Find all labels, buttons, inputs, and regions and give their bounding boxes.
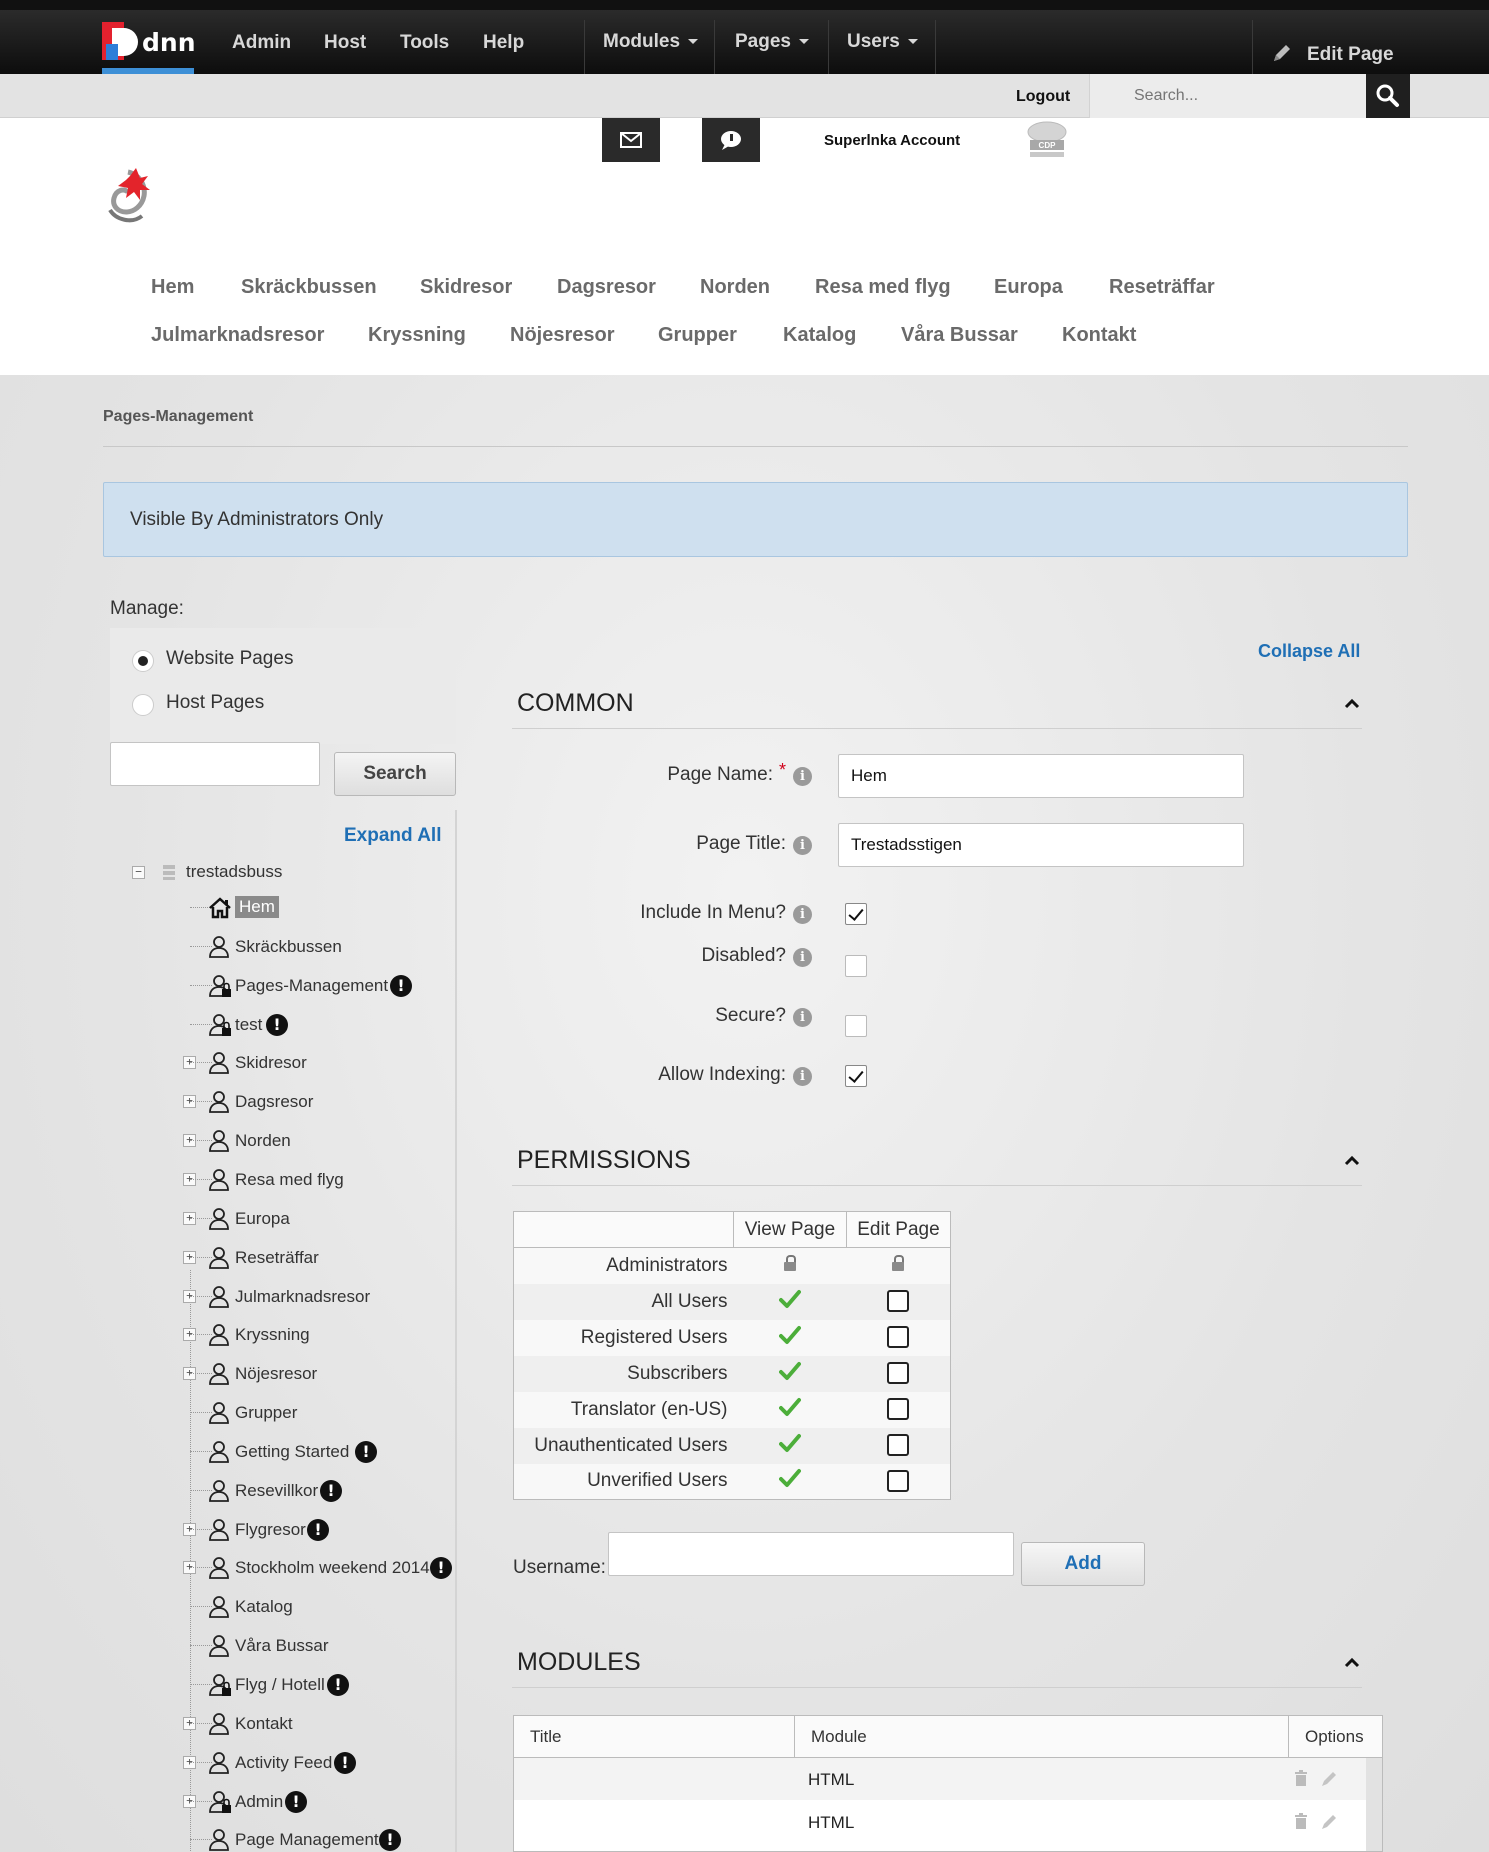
expand-toggle-icon[interactable]: + [183,1717,196,1730]
warning-icon: ! [355,1441,377,1463]
tree-node-label[interactable]: Skräckbussen [235,937,342,956]
permission-row [514,1392,951,1428]
view-page-cell [734,1428,847,1464]
page-name-label [667,760,786,786]
info-icon[interactable]: i [793,1008,812,1027]
warning-icon: ! [390,975,412,997]
expand-toggle-icon[interactable]: + [183,1251,196,1264]
title-column-header: Title [514,1716,795,1758]
edit-page-cell [846,1464,950,1500]
edit-page-label: Edit Page [1307,44,1394,65]
view-granted-check-icon[interactable] [779,1397,801,1417]
user-icon [207,934,233,960]
menu-modules[interactable] [603,31,698,53]
page-name-input[interactable] [838,754,1244,798]
expand-toggle-icon[interactable]: + [183,1134,196,1147]
edit-permission-checkbox[interactable] [887,1434,909,1456]
dnn-logo-text: dnn [142,28,196,57]
user-lock-icon [207,1789,233,1815]
control-bar [0,0,1489,74]
role-name: Translator (en-US) [514,1392,734,1428]
nav-julmarknadsresor[interactable]: Julmarknadsresor [151,324,325,346]
user-bar [0,74,1489,118]
user-icon [207,1167,233,1193]
role-name: Administrators [514,1248,734,1284]
site-header [0,118,1489,375]
tree-node-label[interactable]: Norden [235,1131,291,1150]
section-title-permissions[interactable]: PERMISSIONS [517,1146,691,1174]
chevron-up-icon[interactable] [1344,1154,1360,1166]
tree-node-label[interactable]: Julmarknadsresor [235,1287,371,1306]
tree-node-label[interactable]: Getting Started [235,1442,350,1461]
radio-host-pages-label[interactable]: Host Pages [166,692,265,713]
notifications-button[interactable] [702,118,760,162]
menu-modules-label: Modules [603,31,681,52]
nav-europa[interactable]: Europa [994,276,1063,298]
role-name: Registered Users [514,1320,734,1356]
menu-pages[interactable] [735,31,809,53]
user-icon [207,1400,233,1426]
nav-kontakt[interactable]: Kontakt [1062,324,1137,346]
search-input[interactable] [1090,74,1366,118]
nav-vara-bussar[interactable]: Våra Bussar [901,324,1018,346]
username-input[interactable] [608,1532,1014,1576]
user-icon [207,1633,233,1659]
tree-node-label[interactable]: Stockholm weekend 2014 [235,1558,430,1577]
modules-table [513,1715,1383,1852]
view-page-column-header: View Page [734,1212,847,1248]
expand-toggle-icon[interactable]: + [183,1328,196,1341]
tree-node-label[interactable]: Hem [235,896,279,918]
tree-node-label[interactable]: Resevillkor [235,1481,319,1500]
add-user-button[interactable]: Add [1021,1542,1145,1586]
modules-header-row [514,1716,1383,1758]
role-column-header [514,1212,734,1248]
expand-toggle-icon[interactable]: + [183,1173,196,1186]
expand-toggle-icon[interactable]: + [183,1523,196,1536]
svg-text:CDP: CDP [1038,141,1056,150]
role-name: All Users [514,1284,734,1320]
edit-page-cell [846,1284,950,1320]
lock-icon [891,1255,905,1271]
site-search [1089,74,1409,118]
expand-toggle-icon[interactable]: + [183,1561,196,1574]
view-page-cell [734,1464,847,1500]
envelope-icon [602,118,660,162]
page-title-input[interactable] [838,823,1244,867]
info-icon[interactable]: i [793,948,812,967]
dnn-logo[interactable] [102,22,194,74]
expand-toggle-icon[interactable]: + [183,1756,196,1769]
logout-link[interactable]: Logout [1016,88,1071,105]
trash-icon[interactable] [1294,1813,1308,1829]
warning-icon: ! [285,1791,307,1813]
edit-permission-checkbox[interactable] [887,1290,909,1312]
expand-toggle-icon[interactable]: + [183,1290,196,1303]
menu-help[interactable]: Help [483,32,525,53]
radio-website-pages-label[interactable]: Website Pages [166,648,294,669]
allow-indexing-checkbox[interactable] [845,1065,867,1087]
warning-icon: ! [327,1674,349,1696]
manage-options [110,628,456,744]
module-row [514,1758,1366,1800]
dnn-logo-icon [102,22,140,66]
radio-host-pages[interactable] [132,694,154,716]
page-search-input[interactable] [110,742,320,786]
messages-button[interactable] [602,118,660,162]
view-page-cell [734,1320,847,1356]
info-icon[interactable]: i [793,836,812,855]
tree-node-label[interactable]: Flyg / Hotell [235,1675,325,1694]
edit-permission-checkbox[interactable] [887,1362,909,1384]
tree-node-label[interactable]: Admin [235,1792,284,1811]
tree-node-label[interactable]: Reseträffar [235,1248,319,1267]
module-column-header: Module [795,1716,1289,1758]
nav-katalog[interactable]: Katalog [783,324,857,346]
secure-label: Secure? [715,1005,786,1026]
tree-node-label[interactable]: Activity Feed [235,1753,333,1772]
section-title-modules[interactable]: MODULES [517,1648,641,1676]
visibility-notice [103,482,1408,557]
user-icon [207,1517,233,1543]
permission-row [514,1320,951,1356]
pencil-icon[interactable] [1320,1813,1338,1831]
info-icon[interactable]: i [793,905,812,924]
menu-users[interactable] [847,31,918,53]
role-name: Unverified Users [514,1464,734,1500]
user-lock-icon [207,973,233,999]
divider [512,728,1362,729]
nav-dagsresor[interactable]: Dagsresor [557,276,656,298]
view-page-cell [734,1392,847,1428]
page-name-label-text: Page Name: [667,764,773,785]
chevron-up-icon[interactable] [1344,697,1360,709]
divider [512,1687,1362,1688]
user-icon [207,1322,233,1348]
content-pane [0,375,1489,1852]
module-type: HTML [808,1813,855,1832]
user-icon [207,1439,233,1465]
view-page-cell [734,1248,847,1284]
expand-all-link[interactable]: Expand All [344,825,442,846]
warning-icon: ! [320,1480,342,1502]
menu-admin[interactable]: Admin [232,32,292,53]
tree-root-label: trestadsbuss [186,862,283,881]
home-icon [207,895,233,921]
view-page-cell [734,1356,847,1392]
user-icon [207,1361,233,1387]
edit-permission-checkbox[interactable] [887,1398,909,1420]
warning-icon: ! [266,1014,288,1036]
expand-toggle-icon[interactable]: + [183,1056,196,1069]
pencil-icon [1271,42,1293,64]
menu-users-label: Users [847,31,900,52]
user-icon [207,1050,233,1076]
tree-node-label[interactable]: Resa med flyg [235,1170,344,1189]
permissions-header-row [514,1212,951,1248]
expand-toggle-icon[interactable]: + [183,1095,196,1108]
user-icon [207,1750,233,1776]
divider [103,446,1408,447]
site-logo[interactable] [100,166,160,230]
page-title-label: Page Title: [696,833,786,854]
user-icon [207,1245,233,1271]
edit-page-column-header: Edit Page [846,1212,950,1248]
edit-page-cell [846,1320,950,1356]
edit-page-cell [846,1356,950,1392]
nav-hem[interactable]: Hem [151,276,195,298]
chevron-up-icon[interactable] [1344,1656,1360,1668]
view-granted-check-icon[interactable] [779,1325,801,1345]
tree-node-label[interactable]: Kontakt [235,1714,293,1733]
tree-node-label[interactable]: Europa [235,1209,290,1228]
permissions-rows [514,1248,951,1500]
tree-node-label[interactable]: Flygresor [235,1520,306,1539]
user-icon [207,1827,233,1852]
tree-node-label[interactable]: Pages-Management [235,976,389,995]
nav-kryssning[interactable]: Kryssning [368,324,466,346]
nav-resetraffar[interactable]: Reseträffar [1109,276,1215,298]
secure-checkbox[interactable] [845,1015,867,1037]
user-icon [207,1284,233,1310]
search-button[interactable] [1366,74,1410,118]
edit-permission-checkbox[interactable] [887,1326,909,1348]
user-lock-icon [207,1672,233,1698]
trash-icon[interactable] [1294,1770,1308,1786]
info-icon[interactable]: i [793,767,812,786]
account-link[interactable]: Superlnka Account [824,132,961,149]
edit-page-cell [846,1392,950,1428]
collapse-all-link[interactable]: Collapse All [1258,641,1361,661]
tree-node-label[interactable]: Dagsresor [235,1092,314,1111]
divider [455,810,457,1852]
tree-node-label[interactable]: Page Management [235,1830,379,1849]
disabled-checkbox[interactable] [845,955,867,977]
permission-row [514,1284,951,1320]
radio-website-pages[interactable] [132,650,154,672]
manage-label: Manage: [110,598,184,619]
expand-toggle-icon[interactable]: + [183,1212,196,1225]
user-icon [207,1089,233,1115]
nav-norden[interactable]: Norden [700,276,770,298]
notice-text: Visible By Administrators Only [130,509,384,530]
allow-indexing-label: Allow Indexing: [658,1064,786,1085]
module-row [514,1801,1366,1843]
nav-skidresor[interactable]: Skidresor [420,276,513,298]
include-in-menu-checkbox[interactable] [845,903,867,925]
tree-node-label[interactable]: Skidresor [235,1053,307,1072]
nav-grupper[interactable]: Grupper [658,324,737,346]
warning-icon: ! [379,1829,401,1851]
edit-page-cell [846,1248,950,1284]
menu-host[interactable]: Host [324,32,367,53]
tree-node-label[interactable]: Katalog [235,1597,293,1616]
chevron-down-icon [688,39,698,44]
partner-logo [1026,118,1068,162]
chat-bubble-icon [702,118,760,162]
view-granted-check-icon[interactable] [779,1361,801,1381]
permission-row [514,1464,951,1500]
chevron-down-icon [799,39,809,44]
tree-node-label[interactable]: Nöjesresor [235,1364,318,1383]
role-name: Subscribers [514,1356,734,1392]
role-name: Unauthenticated Users [514,1428,734,1464]
chevron-down-icon [908,39,918,44]
menu-pages-label: Pages [735,31,791,52]
user-icon [207,1478,233,1504]
warning-icon: ! [334,1752,356,1774]
view-page-cell [734,1284,847,1320]
user-icon [207,1711,233,1737]
collapse-toggle-icon[interactable]: − [132,866,145,879]
edit-permission-checkbox[interactable] [887,1470,909,1492]
breadcrumb: Pages-Management [103,408,254,425]
user-icon [207,1128,233,1154]
lock-icon [783,1255,797,1271]
site-icon [162,864,176,881]
view-granted-check-icon[interactable] [779,1289,801,1309]
edit-page-cell [846,1428,950,1464]
info-icon[interactable]: i [793,1067,812,1086]
permission-row [514,1356,951,1392]
search-icon [1366,74,1410,118]
modules-scrollbar[interactable] [1366,1758,1382,1852]
tree-node-label[interactable]: Grupper [235,1403,298,1422]
section-title-common[interactable]: COMMON [517,689,634,717]
divider [512,1185,1362,1186]
tree-node-label[interactable]: Våra Bussar [235,1636,329,1655]
view-granted-check-icon[interactable] [779,1468,801,1488]
username-label: Username: [513,1557,606,1578]
required-icon: * [778,760,786,780]
expand-toggle-icon[interactable]: + [183,1795,196,1808]
nav-nojesresor[interactable]: Nöjesresor [510,324,615,346]
view-granted-check-icon[interactable] [779,1433,801,1453]
user-icon [207,1206,233,1232]
menu-tools[interactable]: Tools [400,32,450,53]
warning-icon: ! [430,1557,452,1579]
tree-node-label[interactable]: Kryssning [235,1325,310,1344]
tree-node-label[interactable]: test [235,1015,263,1034]
permission-row [514,1428,951,1464]
nav-resa-med-flyg[interactable]: Resa med flyg [815,276,951,298]
warning-icon: ! [307,1519,329,1541]
expand-toggle-icon[interactable]: + [183,1367,196,1380]
permissions-grid [513,1211,951,1500]
include-in-menu-label: Include In Menu? [640,902,786,923]
disabled-label: Disabled? [701,945,786,966]
module-type: HTML [808,1770,855,1789]
pencil-icon[interactable] [1320,1770,1338,1788]
nav-skrackbussen[interactable]: Skräckbussen [241,276,377,298]
user-icon [207,1594,233,1620]
user-lock-icon [207,1012,233,1038]
user-icon [207,1555,233,1581]
permission-row [514,1248,951,1284]
page-search-button[interactable]: Search [334,752,456,796]
options-column-header: Options [1305,1727,1364,1746]
